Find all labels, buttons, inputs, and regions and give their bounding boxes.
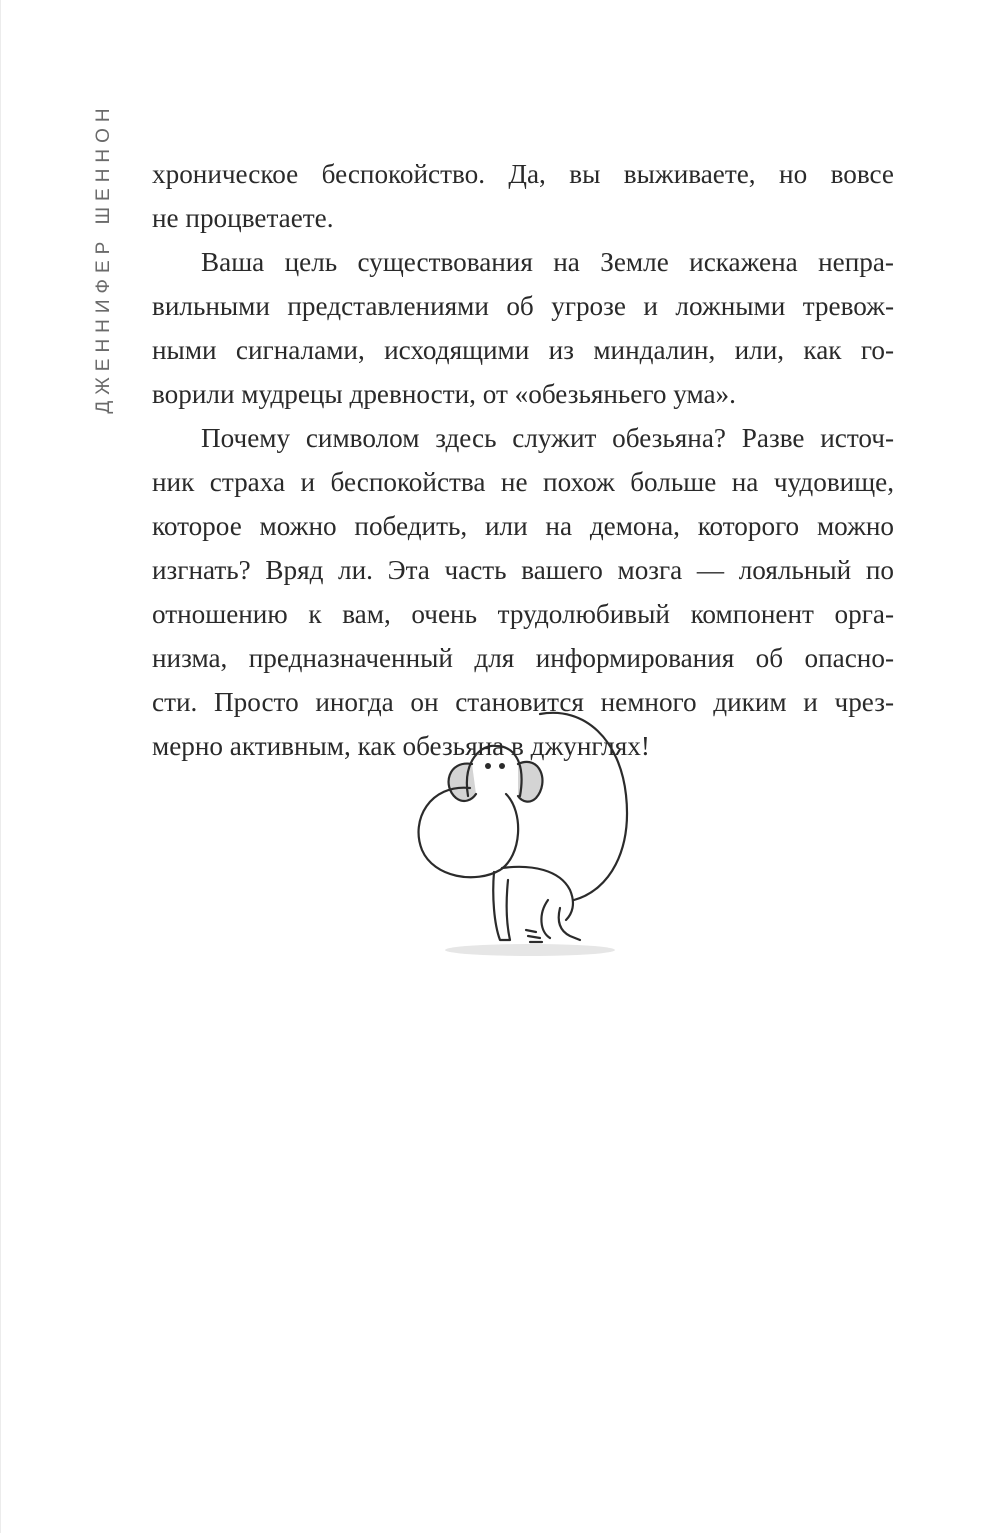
text-line: которое можно победить, или на демона, которого можно: [152, 511, 894, 541]
monkey-hind-leg: [541, 900, 580, 940]
text-line: ными сигналами, исходящими из миндалин, или, как го-: [152, 335, 894, 365]
monkey-right-eye: [499, 763, 505, 769]
text-line: ник страха и беспокойства не похож больше на чудовище,: [152, 467, 894, 497]
text-line: Ваша цель существования на Земле искажена непра-: [201, 247, 894, 277]
ground-shadow: [445, 944, 615, 956]
monkey-front-leg: [493, 872, 510, 940]
monkey-tail: [540, 713, 627, 900]
monkey-left-ear: [449, 764, 476, 801]
text-line: ворили мудрецы древности, от «обезьяньего ума».: [152, 379, 736, 409]
monkey-drawing-icon: [410, 700, 650, 970]
body-text: [152, 152, 894, 768]
text-line: мерно активным, как обезьяна в джунглях!: [152, 731, 650, 761]
text-line: вильными представлениями об угрозе и ложными тревож-: [152, 291, 894, 321]
monkey-left-eye: [485, 763, 491, 769]
monkey-feet: [526, 930, 542, 942]
text-line: сти. Просто иногда он становится немного диким и чрез-: [152, 687, 894, 717]
text-line: хроническое беспокойство. Да, вы выживаете, но вовсе: [152, 159, 894, 189]
text-line: не процветаете.: [152, 203, 334, 233]
text-line: изгнать? Вряд ли. Эта часть вашего мозга — лояльный по: [152, 555, 894, 585]
text-line: Почему символом здесь служит обезьяна? Разве источ-: [201, 423, 894, 453]
monkey-back: [502, 867, 573, 920]
text-line: отношению к вам, очень трудолюбивый компонент орга-: [152, 599, 894, 629]
text-line: низма, предназначенный для информирования об опасно-: [152, 643, 894, 673]
running-head: ДЖЕННИФЕР ШЕННОН: [93, 102, 114, 414]
